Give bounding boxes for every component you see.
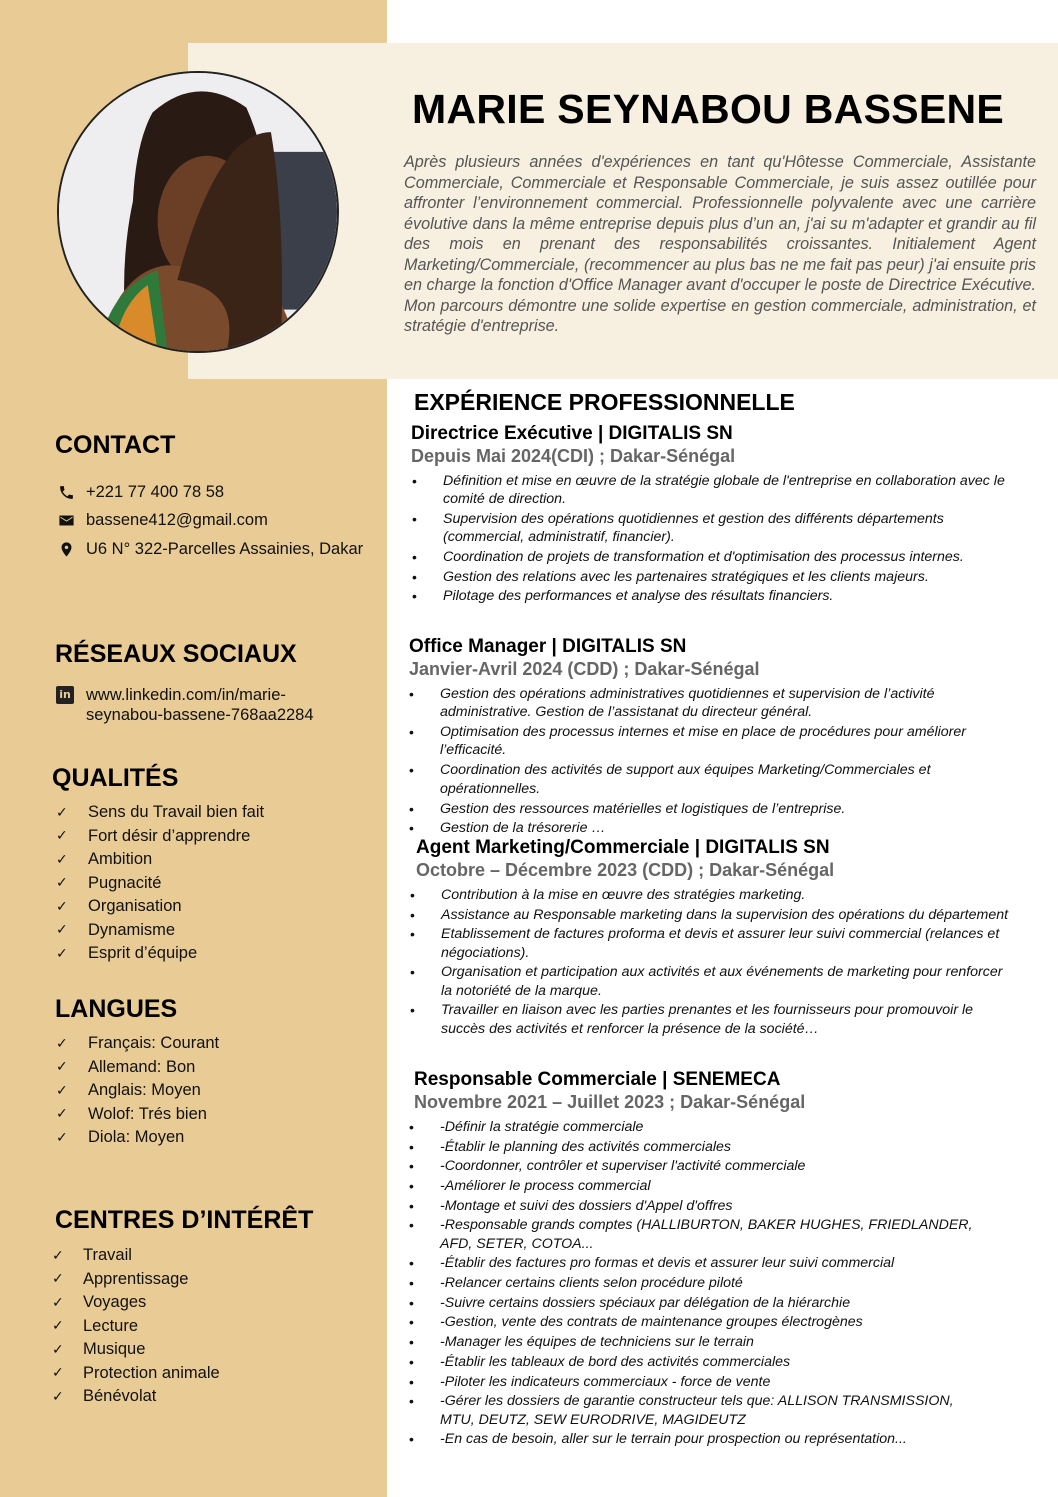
check-icon: ✓	[56, 1129, 68, 1146]
job-title: Office Manager | DIGITALIS SN	[409, 636, 687, 657]
check-icon: ✓	[52, 1388, 64, 1405]
list-item: • -En cas de besoin, aller sur le terrain pour prospection ou représentation...	[409, 1430, 974, 1448]
list-item: ✓ Bénévolat	[52, 1387, 157, 1406]
job-date: Novembre 2021 – Juillet 2023 ; Dakar-Sénégal	[414, 1092, 806, 1112]
check-icon: ✓	[56, 1106, 68, 1123]
job-bullets	[409, 1118, 974, 1449]
job-date: Depuis Mai 2024(CDI) ; Dakar-Sénégal	[411, 446, 736, 466]
job-date: Octobre – Décembre 2023 (CDD) ; Dakar-Sénégal	[416, 860, 835, 880]
job-entry-agent-marketing	[416, 836, 1011, 1039]
list-item: ✓ Dynamisme	[56, 920, 176, 939]
check-icon: ✓	[52, 1365, 64, 1382]
list-item: ✓ Ambition	[56, 850, 153, 869]
job-bullets	[409, 685, 1014, 838]
check-icon: ✓	[56, 1059, 68, 1076]
job-entry-office-manager	[409, 635, 1014, 839]
check-icon: ✓	[52, 1294, 64, 1311]
list-item: • -Piloter les indicateurs commerciaux - force de vente	[409, 1373, 974, 1391]
check-icon: ✓	[52, 1271, 64, 1288]
job-title: Agent Marketing/Commerciale | DIGITALIS SN	[416, 837, 830, 858]
list-item: ✓ Travail	[52, 1246, 132, 1265]
qualities-list	[56, 801, 264, 966]
list-item: ✓ Diola: Moyen	[56, 1128, 185, 1147]
list-item: • Gestion de la trésorerie …	[409, 819, 1014, 837]
list-item: • Optimisation des processus internes et mise en place de procédures pour améliorer l’efficacité.	[409, 723, 1014, 760]
profile-photo	[57, 71, 339, 353]
list-item: • -Coordonner, contrôler et superviser l'activité commerciale	[409, 1157, 974, 1175]
list-item: • -Relancer certains clients selon procédure piloté	[409, 1274, 974, 1292]
job-title: Responsable Commerciale | SENEMECA	[414, 1069, 781, 1090]
list-item: ✓ Voyages	[52, 1293, 147, 1312]
list-item: • Gestion des ressources matérielles et logistiques de l’entreprise.	[409, 800, 1014, 818]
list-item: ✓ Allemand: Bon	[56, 1057, 196, 1076]
candidate-name: MARIE SEYNABOU BASSENE	[412, 86, 1005, 132]
location-pin-icon	[56, 539, 76, 559]
list-item: • -Suivre certains dossiers spéciaux par délégation de la hiérarchie	[409, 1294, 974, 1312]
list-item: ✓ Musique	[52, 1340, 146, 1359]
list-item: • -Établir des factures pro formas et devis et assurer leur suivi commercial	[409, 1254, 974, 1272]
list-item: ✓ Wolof: Trés bien	[56, 1104, 207, 1123]
list-item: • -Responsable grands comptes (HALLIBURTON, BAKER HUGHES, FRIEDLANDER, AFD, SETER, COTOA...	[409, 1216, 974, 1253]
phone-number[interactable]: +221 77 400 78 58	[86, 482, 225, 501]
list-item: • -Établir le planning des activités commerciales	[409, 1138, 974, 1156]
list-item: ✓ Esprit d’équipe	[56, 944, 198, 963]
list-item: ✓ Apprentissage	[52, 1269, 189, 1288]
list-item: ✓ Pugnacité	[56, 873, 162, 892]
check-icon: ✓	[56, 875, 68, 892]
job-entry-directrice	[411, 422, 1006, 607]
profile-summary: Après plusieurs années d'expériences en tant qu'Hôtesse Commerciale, Assistante Commerciale, Commerciale et Responsable Commerciale, je suis assez outillée pour affronter l’environnement commercial. Professionnelle polyvalente avec une carrière évolutive dans la même entreprise depuis plus d’un an, j'ai su m'adapter et grandir au fil des mois en prenant des responsabilités croissantes. Initialement Agent Marketing/Commerciale, (recommencer au plus bas ne me fait pas peur) j'ai ensuite pris en charge la fonction d'Office Manager avant d'occuper le poste de Directrice Exécutive. Mon parcours démontre une solide expertise en gestion commerciale, administration, et stratégie d'entreprise.	[404, 153, 1036, 335]
job-date: Janvier-Avril 2024 (CDD) ; Dakar-Sénégal	[409, 659, 760, 679]
list-item: ✓ Anglais: Moyen	[56, 1081, 201, 1100]
list-item: • Gestion des relations avec les partenaires stratégiques et les clients majeurs.	[412, 568, 1006, 586]
check-icon: ✓	[56, 1082, 68, 1099]
qualities-heading: QUALITÉS	[52, 764, 179, 792]
check-icon: ✓	[52, 1318, 64, 1335]
list-item: ✓ Organisation	[56, 897, 182, 916]
list-item: • Travailler en liaison avec les parties prenantes et les fournisseurs pour promouvoir le succès des activités et renforcer la présence de la société…	[410, 1001, 1011, 1038]
list-item: • Définition et mise en œuvre de la stratégie globale de l'entreprise en collaboration avec le comité de direction.	[412, 472, 1006, 509]
list-item: ✓ Français: Courant	[56, 1034, 220, 1053]
check-icon: ✓	[56, 1035, 68, 1052]
experience-heading: EXPÉRIENCE PROFESSIONNELLE	[414, 389, 795, 415]
job-bullets	[412, 472, 1006, 606]
languages-list	[56, 1032, 219, 1150]
list-item: • -Améliorer le process commercial	[409, 1177, 974, 1195]
job-title: Directrice Exécutive | DIGITALIS SN	[411, 423, 733, 444]
check-icon: ✓	[56, 898, 68, 915]
check-icon: ✓	[56, 945, 68, 962]
list-item: • Coordination des activités de support aux équipes Marketing/Commerciales et opérationnelles.	[409, 761, 1014, 798]
email-address[interactable]: bassene412@gmail.com	[86, 510, 268, 529]
list-item: • Gestion des opérations administratives quotidiennes et supervision de l’activité administrative. Gestion de l’assistanat du directeur général.	[409, 685, 1014, 722]
list-item: • -Gestion, vente des contrats de maintenance groupes électrogènes	[409, 1313, 974, 1331]
list-item: • -Manager les équipes de techniciens sur le terrain	[409, 1333, 974, 1351]
list-item: • -Établir les tableaux de bord des activités commerciales	[409, 1353, 974, 1371]
contact-email	[56, 510, 268, 530]
list-item: ✓ Protection animale	[52, 1363, 220, 1382]
check-icon: ✓	[56, 828, 68, 845]
list-item: ✓ Lecture	[52, 1316, 139, 1335]
list-item: ✓ Fort désir d’apprendre	[56, 826, 251, 845]
contact-phone	[56, 482, 224, 502]
contact-heading: CONTACT	[55, 431, 176, 459]
check-icon: ✓	[52, 1341, 64, 1358]
list-item: • Organisation et participation aux activités et aux événements de marketing pour renforcer la notoriété de la marque.	[410, 963, 1011, 1000]
check-icon: ✓	[56, 922, 68, 939]
linkedin-row	[56, 685, 356, 725]
linkedin-icon: in	[56, 686, 74, 704]
mail-icon	[56, 510, 76, 530]
job-entry-responsable-commerciale	[414, 1068, 974, 1450]
list-item: • -Définir la stratégie commerciale	[409, 1118, 974, 1136]
check-icon: ✓	[56, 851, 68, 868]
list-item: • Coordination de projets de transformation et d'optimisation des processus internes.	[412, 548, 1006, 566]
linkedin-link[interactable]: www.linkedin.com/in/marie-seynabou-bassene-768aa2284	[86, 686, 314, 724]
contact-address	[56, 539, 363, 559]
interests-list	[52, 1244, 220, 1409]
list-item: • Etablissement de factures proforma et devis et assurer leur suivi commercial (relances et négociations).	[410, 925, 1011, 962]
check-icon: ✓	[56, 804, 68, 821]
list-item: • Contribution à la mise en œuvre des stratégies marketing.	[410, 886, 1011, 904]
list-item: • -Gérer les dossiers de garantie constructeur tels que: ALLISON TRANSMISSION, MTU, DEUTZ, SEW EURODRIVE, MAGIDEUTZ	[409, 1392, 974, 1429]
list-item: • Supervision des opérations quotidiennes et gestion des différents départements (commercial, administratif, financier).	[412, 510, 1006, 547]
job-bullets	[410, 886, 1011, 1038]
list-item: ✓ Sens du Travail bien fait	[56, 803, 265, 822]
interests-heading: CENTRES D’INTÉRÊT	[55, 1206, 314, 1234]
languages-heading: LANGUES	[55, 995, 178, 1023]
list-item: • -Montage et suivi des dossiers d'Appel d'offres	[409, 1197, 974, 1215]
phone-icon	[56, 482, 76, 502]
address-text: U6 N° 322-Parcelles Assainies, Dakar	[86, 539, 364, 558]
list-item: • Assistance au Responsable marketing dans la supervision des opérations du département	[410, 906, 1011, 924]
social-heading: RÉSEAUX SOCIAUX	[55, 640, 297, 668]
list-item: • Pilotage des performances et analyse des résultats financiers.	[412, 587, 1006, 605]
check-icon: ✓	[52, 1247, 64, 1264]
